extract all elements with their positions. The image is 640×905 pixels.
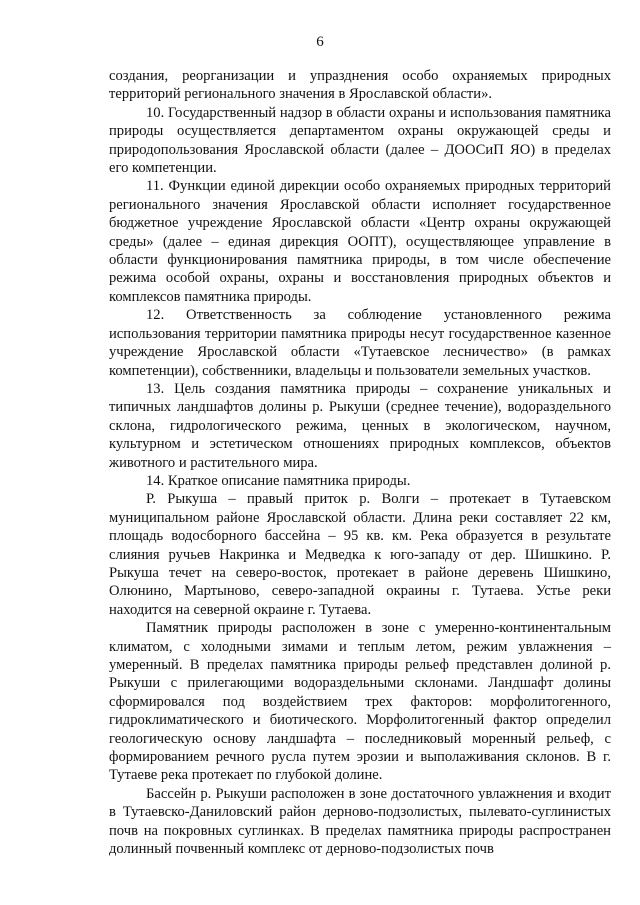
paragraph-river-description: Р. Рыкуша – правый приток р. Волги – протекает в Тутаевском муниципальном районе Ярославской области. Длина реки составляет 22 км, площадь водосборного бассейна – 95 кв. км. Река образуется в результате слияния ручьев Накринка и Медведка к юго-западу от дер. Шишкино. Р. Рыкуша течет на северо-восток, протекает в районе деревень Шишкино, Олюнино, Мартыново, северо-западной окраины г. Тутаева. Устье реки находится на северной окраине г. Тутаева. bbox=[109, 491, 611, 618]
paragraph-12-responsibility: 12. Ответственность за соблюдение установленного режима использования территории памятника природы несут государственное казенное учреждение Ярославской области «Тутаевское лесничество» (в рамках компетенции), собственники, владельцы и пользователи земельных участков. bbox=[109, 307, 611, 379]
paragraph-13-purpose: 13. Цель создания памятника природы – сохранение уникальных и типичных ландшафтов долины р. Рыкуши (среднее течение), водораздельного склона, гидрологического режима, ценных в экологическом, научном, культурном и эстетическом отношениях природных комплексов, объектов животного и растительного мира. bbox=[109, 380, 611, 471]
paragraph-14-heading: 14. Краткое описание памятника природы. bbox=[146, 472, 411, 489]
page-number: 6 bbox=[316, 34, 324, 50]
paragraph-10-state-supervision: 10. Государственный надзор в области охраны и использования памятника природы осуществляется департаментом охраны окружающей среды и природопользования Ярославской области (далее – ДООСиП ЯО) в пределах его компетенции. bbox=[109, 104, 611, 177]
paragraph-intro-continuation: создания, реорганизации и упразднения особо охраняемых природных территорий регионального значения в Ярославской области». bbox=[109, 68, 611, 103]
paragraph-11-directorate: 11. Функции единой дирекции особо охраняемых природных территорий регионального значения Ярославской области исполняет государственное бюджетное учреждение Ярославской области «Центр охраны окружающей среды» (далее – единая дирекция ООПТ), осуществляющее управление в области функционирования памятника природы, в том числе обеспечение режима особой охраны, охраны и восстановления природных объектов и комплексов памятника природы. bbox=[109, 178, 611, 305]
paragraph-soils: Бассейн р. Рыкуши расположен в зоне достаточного увлажнения и входит в Тутаевско-Даниловский район дерново-подзолистых, пылевато-суглинистых почв на покровных суглинках. В пределах памятника природы распространен долинный почвенный комплекс от дерново-подзолистых почв bbox=[109, 785, 611, 858]
document-body bbox=[109, 67, 611, 858]
paragraph-climate-landscape: Памятник природы расположен в зоне с умеренно-континентальным климатом, с холодными зимами и теплым летом, режим увлажнения – умеренный. В пределах памятника природы рельеф представлен долиной р. Рыкуши с прилегающими водораздельными склонами. Ландшафт долины сформировался под воздействием трех факторов: морфолитогенного, гидроклиматического и биотического. Морфолитогенный фактор определил геологическую основу ландшафта – последниковый моренный рельеф, с формированием речного русла путем эрозии и выполаживания склонов. В г. Тутаеве река протекает по глубокой долине. bbox=[109, 620, 611, 784]
